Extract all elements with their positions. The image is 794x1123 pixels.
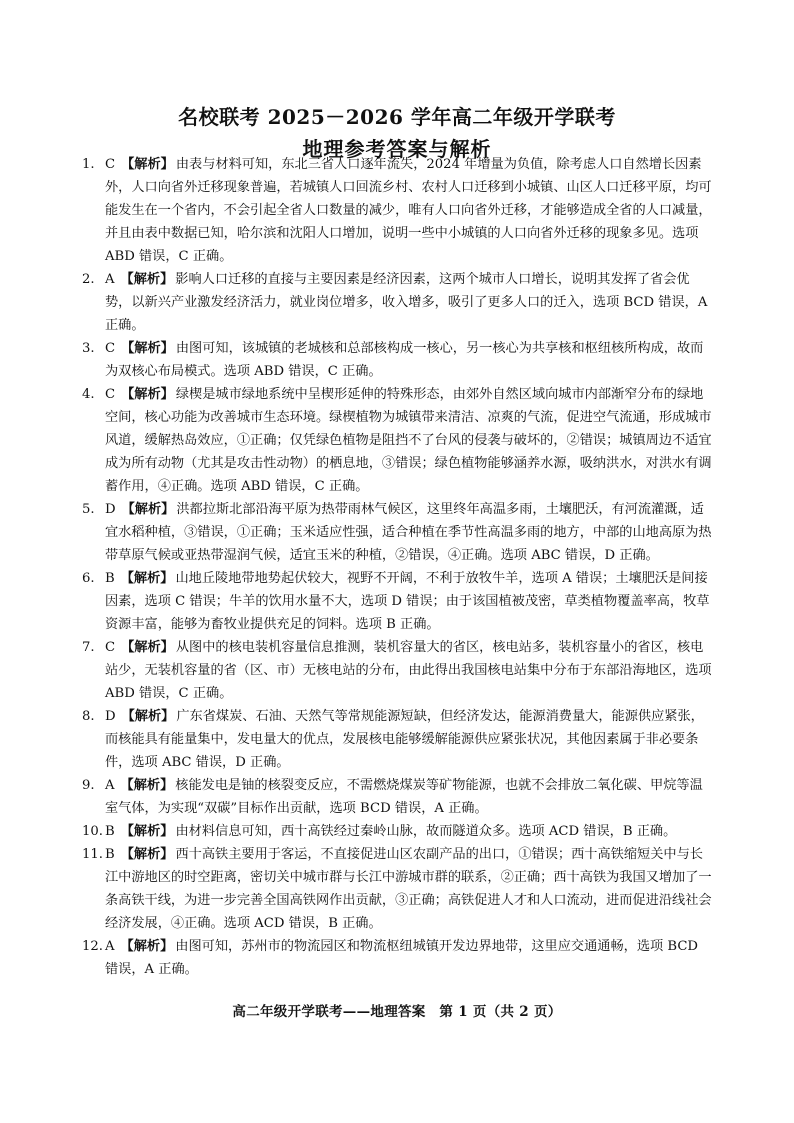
- item-answer: D: [105, 502, 116, 517]
- item-text: 广东省煤炭、石油、天然气等常规能源短缺，但经济发达，能源消费量大，能源供应紧张，而核能具有能量集中，发电量大的优点，发展核电能够缓解能源供应紧张状况，其他因素属于非必要条件，选项 ABC 错误，D 正确。: [105, 709, 704, 770]
- item-answer: B: [105, 571, 115, 586]
- answer-item-1: [82, 153, 712, 268]
- item-number: 8.: [82, 709, 95, 724]
- item-answer: D: [105, 709, 116, 724]
- item-tag: 【解析】: [120, 824, 174, 839]
- answer-item-8: [82, 705, 712, 774]
- item-text: 由材料信息可知，西十高铁经过秦岭山脉，故而隧道众多。选项 ACD 错误，B 正确。: [175, 824, 677, 839]
- item-answer: C: [105, 157, 116, 172]
- answer-item-9: [82, 774, 712, 820]
- item-text: 核能发电是铀的核裂变反应，不需燃烧煤炭等矿物能源，也就不会排放二氧化碳、甲烷等温室气体，为实现“双碳”目标作出贡献，选项 BCD 错误，A 正确。: [105, 778, 703, 816]
- answer-item-7: [82, 636, 712, 705]
- document-title: 名校联考 2025－2026 学年高二年级开学联考: [178, 105, 616, 129]
- item-number: 6.: [82, 571, 95, 586]
- answer-item-11: [82, 843, 712, 935]
- item-tag: 【解析】: [121, 341, 174, 356]
- item-tag: 【解析】: [121, 502, 175, 517]
- item-text: 绿楔是城市绿地系统中呈楔形延伸的特殊形态，由郊外自然区域向城市内部渐窄分布的绿地空间，核心功能为改善城市生态环境。绿楔植物为城镇带来清洁、凉爽的气流，促进空气流通，形成城市风道，缓解热岛效应，①正确；仅凭绿色植物是阻挡不了台风的侵袭与破坏的，②错误；城镇周边不适宜成为所有动物（尤其是攻击性动物）的栖息地，③错误；绿色植物能够涵养水源，吸纳洪水，对洪水有调蓄作用，④正确。选项 ABD 错误，C 正确。: [105, 387, 712, 494]
- answer-item-5: [82, 498, 712, 567]
- document-subtitle: 地理参考答案与解析: [302, 137, 492, 161]
- item-answer: A: [105, 778, 115, 793]
- item-number: 12.: [82, 939, 103, 954]
- answer-item-12: [82, 935, 712, 981]
- item-number: 4.: [82, 387, 95, 402]
- item-tag: 【解析】: [121, 387, 174, 402]
- answer-item-4: [82, 383, 712, 498]
- item-text: 从图中的核电装机容量信息推测，装机容量大的省区，核电站多，装机容量小的省区，核电站少，无装机容量的省（区、市）无核电站的分布，由此得出我国核电站集中分布于东部沿海地区，选项 ABD 错误，C 正确。: [105, 640, 712, 701]
- item-text: 山地丘陵地带地势起伏较大，视野不开阔，不利于放牧牛羊，选项 A 错误；土壤肥沃是间接因素，选项 C 错误；牛羊的饮用水量不大，选项 D 错误；由于该国植被茂密，草类植物覆盖率高，牧草资源丰富，能够为畜牧业提供充足的饲料。选项 B 正确。: [105, 571, 710, 632]
- item-text: 由图可知，苏州市的物流园区和物流枢纽城镇开发边界地带，这里应交通通畅，选项 BCD 错误，A 正确。: [105, 939, 699, 977]
- item-answer: C: [105, 387, 116, 402]
- item-tag: 【解析】: [120, 272, 174, 287]
- answer-item-10: [82, 820, 712, 843]
- answer-item-3: [82, 337, 712, 383]
- page-footer: 高二年级开学联考——地理答案 第 1 页（共 2 页）: [232, 1004, 562, 1020]
- item-answer: A: [105, 939, 115, 954]
- item-text: 由图可知，该城镇的老城核和总部核构成一核心，另一核心为共享核和枢纽核所构成，故而为双核心布局模式。选项 ABD 错误，C 正确。: [105, 341, 704, 379]
- item-tag: 【解析】: [121, 709, 175, 724]
- item-number: 2.: [82, 272, 95, 287]
- answer-item-6: [82, 567, 712, 636]
- item-answer: C: [105, 341, 116, 356]
- item-answer: B: [105, 824, 115, 839]
- item-answer: B: [105, 847, 115, 862]
- item-tag: 【解析】: [120, 778, 174, 793]
- answer-item-2: [82, 268, 712, 337]
- item-tag: 【解析】: [121, 640, 174, 655]
- item-text: 由表与材料可知，东北三省人口逐年流失，2024 年增量为负值，除考虑人口自然增长因素外，人口向省外迁移现象普遍，若城镇人口回流乡村、农村人口迁移到小城镇、山区人口迁移平原，均可能发生在一个省内，不会引起全省人口数量的减少，唯有人口向省外迁移，才能够造成全省的人口减量，并且由表中数据已知，哈尔滨和沈阳人口增加，说明一些中小城镇的人口向省外迁移的现象多见。选项 ABD 错误，C 正确。: [105, 157, 712, 264]
- item-number: 9.: [82, 778, 95, 793]
- item-number: 10.: [82, 824, 103, 839]
- item-tag: 【解析】: [120, 847, 174, 862]
- item-number: 3.: [82, 341, 95, 356]
- item-text: 影响人口迁移的直接与主要因素是经济因素，这两个城市人口增长，说明其发挥了省会优势，以新兴产业激发经济活力，就业岗位增多，收入增多，吸引了更多人口的迁入，选项 BCD 错误，A 正确。: [105, 272, 708, 333]
- item-number: 5.: [82, 502, 95, 517]
- item-tag: 【解析】: [120, 571, 174, 586]
- item-text: 洪都拉斯北部沿海平原为热带雨林气候区，这里终年高温多雨，土壤肥沃，有河流灌溉，适宜水稻种植，③错误，①正确；玉米适应性强，适合种植在季节性高温多雨的地方，中部的山地高原为热带草原气候或亚热带湿润气候，适宜玉米的种植，②错误，④正确。选项 ABC 错误，D 正确。: [105, 502, 712, 563]
- item-tag: 【解析】: [120, 939, 174, 954]
- answer-list: [82, 153, 712, 981]
- item-answer: C: [105, 640, 116, 655]
- item-number: 11.: [82, 847, 103, 862]
- item-number: 7.: [82, 640, 95, 655]
- item-text: 西十高铁主要用于客运，不直接促进山区农副产品的出口，①错误；西十高铁缩短关中与长江中游地区的时空距离，密切关中城市群与长江中游城市群的联系，②正确；西十高铁为我国又增加了一条高铁干线，为进一步完善全国高铁网作出贡献，③正确；高铁促进人才和人口流动，进而促进沿线社会经济发展，④正确。选项 ACD 错误，B 正确。: [105, 847, 712, 931]
- item-number: 1.: [82, 157, 95, 172]
- item-answer: A: [105, 272, 115, 287]
- item-tag: 【解析】: [121, 157, 174, 172]
